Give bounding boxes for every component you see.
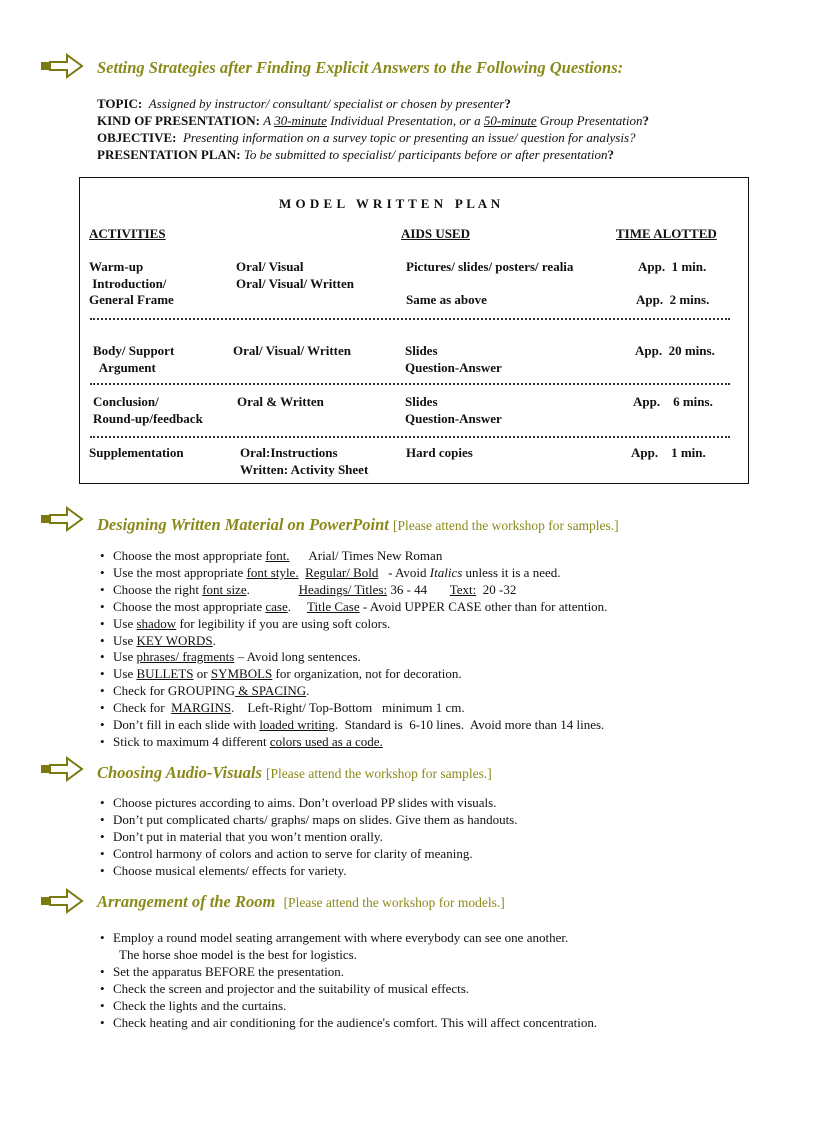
section-heading-room-arrangement: Arrangement of the Room [Please attend the workshop for models.] (97, 892, 505, 911)
list-item: • Check for MARGINS. Left-Right/ Top-Bottom minimum 1 cm. (100, 700, 607, 717)
header-time-alotted: TIME ALOTTED (616, 226, 717, 241)
row-divider (90, 318, 730, 322)
list-item: • Check heating and air conditioning for the audience's comfort. This will affect concentration. (100, 1015, 597, 1032)
right-arrow-icon (40, 53, 84, 79)
list-item: • Control harmony of colors and action to serve for clarity of meaning. (100, 846, 518, 863)
right-arrow-icon (40, 506, 84, 532)
plan-line: PRESENTATION PLAN: To be submitted to specialist/ participants before or after presentation? (97, 147, 615, 162)
mode-cell: Oral/ Visual/ Written (236, 276, 354, 291)
aids-cell: Slides (405, 343, 438, 358)
mode-cell: Written: Activity Sheet (240, 462, 369, 477)
activity-cell: Conclusion/ (93, 394, 159, 409)
right-arrow-icon (40, 756, 84, 782)
room-arrangement-list (100, 930, 597, 1031)
list-item: • Set the apparatus BEFORE the presentation. (100, 964, 597, 981)
list-item: • Choose the right font size. Headings/ Titles: 36 - 44 Text: 20 -32 (100, 582, 607, 599)
row-divider (90, 436, 730, 440)
list-item: • Use phrases/ fragments – Avoid long sentences. (100, 649, 607, 666)
section-heading-strategies: Setting Strategies after Finding Explicit Answers to the Following Questions: (97, 58, 624, 77)
list-item: • Don’t put complicated charts/ graphs/ maps on slides. Give them as handouts. (100, 812, 518, 829)
aids-cell: Pictures/ slides/ posters/ realia (406, 259, 574, 274)
list-item: • Choose musical elements/ effects for variety. (100, 863, 518, 880)
time-cell: App. 2 mins. (636, 292, 710, 307)
powerpoint-list (100, 548, 607, 751)
list-item: • Check for GROUPING & SPACING. (100, 683, 607, 700)
time-cell: App. 1 min. (631, 445, 706, 460)
mode-cell: Oral:Instructions (240, 445, 338, 460)
list-item: • Stick to maximum 4 different colors used as a code. (100, 734, 607, 751)
list-item: • Choose pictures according to aims. Don’t overload PP slides with visuals. (100, 795, 518, 812)
list-item: • Use shadow for legibility if you are using soft colors. (100, 616, 607, 633)
mode-cell: Oral/ Visual (236, 259, 304, 274)
aids-cell: Same as above (406, 292, 487, 307)
time-cell: App. 1 min. (638, 259, 707, 274)
activity-cell: Body/ Support (93, 343, 175, 358)
list-item: • Use BULLETS or SYMBOLS for organization, not for decoration. (100, 666, 607, 683)
header-aids-used: AIDS USED (401, 226, 470, 241)
aids-cell: Hard copies (406, 445, 473, 460)
list-item: • Employ a round model seating arrangement with where everybody can see one another. The horse shoe model is the best for logistics. (100, 930, 597, 964)
kind-line: KIND OF PRESENTATION: A 30-minute Individual Presentation, or a 50-minute Group Presentation? (97, 113, 650, 128)
plan-title: M O D E L W R I T T E N P L A N (279, 196, 501, 211)
list-item: • Don’t fill in each slide with loaded writing. Standard is 6-10 lines. Avoid more than 14 lines. (100, 717, 607, 734)
aids-cell: Question-Answer (405, 411, 502, 426)
list-item: • Don’t put in material that you won’t mention orally. (100, 829, 518, 846)
model-written-plan-box (79, 177, 749, 484)
list-item: • Choose the most appropriate case. Title Case - Avoid UPPER CASE other than for attention. (100, 599, 607, 616)
activity-cell: Introduction/ (89, 276, 167, 291)
section-heading-powerpoint: Designing Written Material on PowerPoint [Please attend the workshop for samples.] (97, 515, 619, 534)
activity-cell: Argument (93, 360, 156, 375)
activity-cell: General Frame (89, 292, 174, 307)
intro-questions (97, 95, 649, 163)
topic-line: TOPIC: Assigned by instructor/ consultant/ specialist or chosen by presenter? (97, 96, 511, 111)
activity-cell: Warm-up (89, 259, 144, 274)
mode-cell: Oral & Written (237, 394, 324, 409)
list-item: • Check the lights and the curtains. (100, 998, 597, 1015)
row-divider (90, 383, 730, 387)
objective-line: OBJECTIVE: Presenting information on a survey topic or presenting an issue/ question for analysis? (97, 130, 636, 145)
header-activities: ACTIVITIES (89, 226, 166, 241)
audio-visuals-list (100, 795, 518, 880)
list-item: • Choose the most appropriate font. Arial/ Times New Roman (100, 548, 607, 565)
time-cell: App. 6 mins. (633, 394, 713, 409)
time-cell: App. 20 mins. (635, 343, 715, 358)
section-heading-audio-visuals: Choosing Audio-Visuals [Please attend the workshop for samples.] (97, 763, 492, 782)
list-item: • Use the most appropriate font style. Regular/ Bold - Avoid Italics unless it is a need. (100, 565, 607, 582)
list-item: • Use KEY WORDS. (100, 633, 607, 650)
list-item-continuation: The horse shoe model is the best for logistics. (119, 946, 357, 962)
aids-cell: Question-Answer (405, 360, 502, 375)
mode-cell: Oral/ Visual/ Written (233, 343, 351, 358)
aids-cell: Slides (405, 394, 438, 409)
activity-cell: Round-up/feedback (93, 411, 203, 426)
right-arrow-icon (40, 888, 84, 914)
list-item: • Check the screen and projector and the suitability of musical effects. (100, 981, 597, 998)
activity-cell: Supplementation (89, 445, 184, 460)
